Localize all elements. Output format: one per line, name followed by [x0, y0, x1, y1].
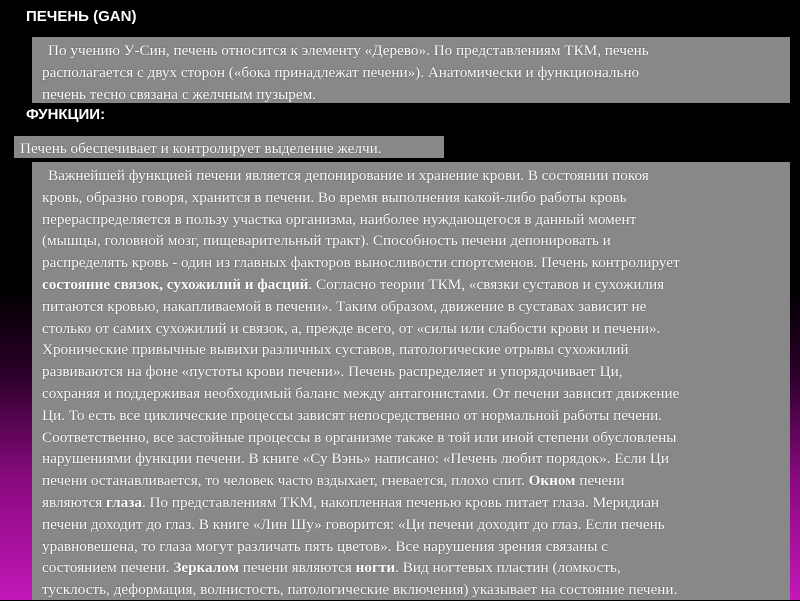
text-line: уравновешена, то глаза могут различать пять цветов». Все нарушения зрения связаны с — [42, 537, 608, 555]
text-fragment: . По представлениям ТКМ, накопленная печенью кровь питает глаза. Меридиан — [141, 493, 660, 511]
text-line: Важнейшей функцией печени является депонирование и хранение крови. В состоянии покоя — [48, 167, 649, 184]
eyes-emphasis: глаза — [106, 493, 142, 511]
blood-storage-paragraph — [42, 165, 790, 601]
text-line — [42, 557, 790, 579]
mirror-emphasis: Зеркалом — [173, 559, 239, 577]
text-fragment: являются — [42, 493, 107, 511]
ligaments-emphasis: состояние связок, сухожилий и фасций — [42, 275, 309, 293]
text-fragment: печени — [575, 472, 625, 490]
window-emphasis: Окном — [528, 472, 576, 490]
functions-heading: ФУНКЦИИ: — [26, 106, 106, 123]
text-line: сохраняя и поддерживая необходимый баланс между антагонистами. От печени зависит движение — [42, 384, 680, 402]
liver-heading: ПЕЧЕНЬ (GAN) — [26, 8, 137, 25]
intro-paragraph — [42, 40, 790, 105]
text-fragment: состоянием печени. — [42, 559, 174, 577]
text-line: нарушениями функции печени. В книге «Су Вэнь» написано: «Печень любит порядок». Если Ци — [42, 450, 669, 468]
text-line: (мышцы, головной мозг, пищеварительный тракт). Способность печени депонировать и — [42, 232, 611, 250]
text-line: Соответственно, все застойные процессы в организме также в той или иной степени обусловлены — [42, 428, 677, 446]
text-line — [42, 274, 790, 296]
intro-line: располагается с двух сторон («бока принадлежат печени»). Анатомически и функционально — [42, 63, 640, 81]
text-line: кровь, образно говоря, хранится в печени. Во время выполнения какой-либо работы кровь — [42, 188, 627, 206]
text-line: распределять кровь - один из главных факторов выносливости спортсменов. Печень контролирует — [42, 254, 680, 272]
text-line — [42, 470, 790, 492]
text-line — [42, 492, 790, 514]
bile-paragraph — [20, 138, 768, 160]
intro-line: По учению У-Син, печень относится к элементу «Дерево». По представлениям ТКМ, печень — [48, 42, 649, 59]
text-line: Ци. То есть все циклические процессы зависят непосредственно от нормальной работы печени. — [42, 406, 662, 424]
text-fragment: . Согласно теории ТКМ, «связки суставов и сухожилия — [308, 275, 665, 293]
intro-line: печень тесно связана с желчным пузырем. — [42, 85, 317, 103]
text-line: столько от самих сухожилий и связок, а, прежде всего, от «силы или слабости крови и печени». — [42, 319, 661, 337]
text-fragment: . Вид ногтевых пластин (ломкость, — [395, 559, 621, 577]
text-line: питаются кровью, накапливаемой в печени». Таким образом, движение в суставах зависит не — [42, 297, 647, 315]
text-line: перераспределяется в пользу участка организма, наиболее нуждающегося в данный момент — [42, 210, 637, 228]
text-line: тусклость, деформация, волнистость, патологические включения) указывает на состояние печени. — [42, 581, 678, 599]
bile-line: Печень обеспечивает и контролирует выделение желчи. — [20, 140, 382, 157]
text-line: Хронические привычные вывихи различных суставов, патологические отрывы сухожилий — [42, 341, 629, 359]
text-fragment: печени останавливается, то человек часто вздыхает, гневается, плохо спит. — [42, 472, 529, 490]
text-fragment: печени являются — [238, 559, 356, 577]
nails-emphasis: ногти — [355, 559, 396, 577]
text-line: печени доходит до глаз. В книге «Лин Шу» говорится: «Ци печени доходит до глаз. Если печень — [42, 515, 665, 533]
text-line: развиваются на фоне «пустоты крови печени». Печень распределяет и упорядочивает Ци, — [42, 363, 623, 381]
